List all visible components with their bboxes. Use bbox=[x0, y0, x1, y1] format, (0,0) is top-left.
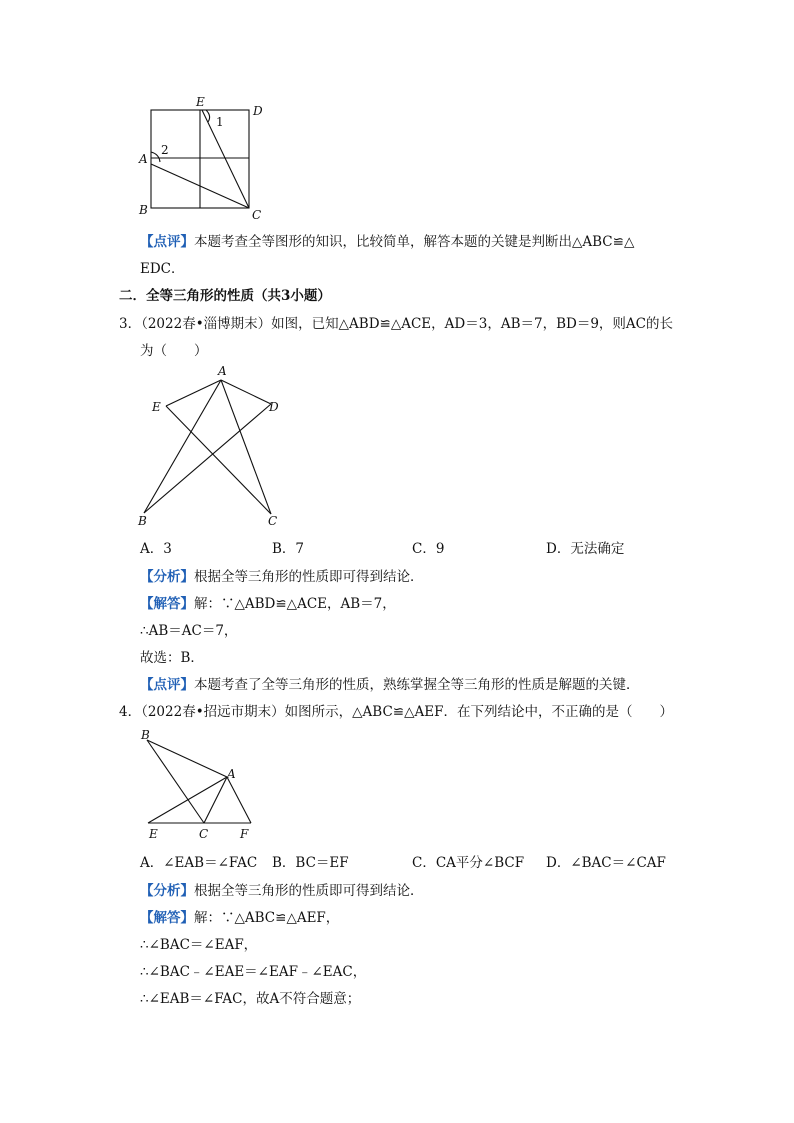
q3-option-c: C．9 bbox=[412, 541, 445, 557]
solution-tag: 【解答】 bbox=[140, 910, 194, 926]
section-heading: 二．全等三角形的性质（共3小题） bbox=[119, 288, 331, 304]
q4-option-c: C．CA平分∠BCF bbox=[412, 855, 525, 871]
q3-stem-line2: 为（ ） bbox=[140, 343, 208, 359]
q4-option-a: A．∠EAB＝∠FAC bbox=[140, 855, 258, 871]
analysis-text: 根据全等三角形的性质即可得到结论． bbox=[194, 883, 424, 899]
comment-tag: 【点评】 bbox=[140, 677, 194, 693]
label-C: C bbox=[268, 514, 278, 528]
comment-tag: 【点评】 bbox=[140, 234, 194, 250]
q3-comment bbox=[140, 673, 640, 693]
solution-text: 解：∵△ABD≌△ACE，AB＝7， bbox=[194, 596, 396, 612]
solution-tag: 【解答】 bbox=[140, 596, 194, 612]
label-B: B bbox=[141, 728, 150, 742]
analysis-tag: 【分析】 bbox=[140, 883, 194, 899]
solution-text: 解：∵△ABC≌△AEF， bbox=[194, 910, 340, 926]
q4-option-b: B．BC＝EF bbox=[272, 855, 349, 871]
q3-option-a: A．3 bbox=[140, 541, 172, 557]
label-angle2: 2 bbox=[161, 143, 169, 157]
label-D: D bbox=[269, 400, 279, 414]
comment-text: 本题考查了全等三角形的性质，熟练掌握全等三角形的性质是解题的关键． bbox=[194, 677, 640, 693]
label-F: F bbox=[240, 827, 249, 841]
analysis-tag: 【分析】 bbox=[140, 569, 194, 585]
q4-solution-line1 bbox=[140, 906, 339, 926]
q4-option-d: D．∠BAC＝∠CAF bbox=[546, 855, 666, 871]
q4-solution-line3: ∴∠BAC﹣∠EAE＝∠EAF﹣∠EAC， bbox=[140, 964, 367, 980]
label-E: E bbox=[149, 827, 158, 841]
label-E: E bbox=[152, 400, 161, 414]
analysis-text: 根据全等三角形的性质即可得到结论． bbox=[194, 569, 424, 585]
label-C: C bbox=[199, 827, 209, 841]
label-E: E bbox=[196, 95, 205, 109]
q4-stem: 4．（2022春•招远市期末）如图所示，△ABC≌△AEF．在下列结论中，不正确的是（ ） bbox=[119, 704, 673, 720]
label-A: A bbox=[227, 767, 236, 781]
q3-solution-line3: 故选：B． bbox=[140, 650, 204, 666]
label-C: C bbox=[252, 208, 262, 222]
comment-1-line2: EDC． bbox=[140, 261, 185, 277]
label-angle1: 1 bbox=[216, 115, 224, 129]
q3-option-d: D．无法确定 bbox=[546, 541, 625, 557]
q3-option-b: B．7 bbox=[272, 541, 305, 557]
figure-q4-triangles bbox=[130, 722, 270, 844]
q3-solution-line2: ∴AB＝AC＝7， bbox=[140, 623, 238, 639]
label-B: B bbox=[138, 514, 147, 528]
q4-solution-line4: ∴∠EAB＝∠FAC，故A不符合题意； bbox=[140, 991, 361, 1007]
q3-solution-line1 bbox=[140, 592, 396, 612]
label-D: D bbox=[253, 104, 263, 118]
q3-analysis bbox=[140, 565, 424, 585]
figure-square-grid bbox=[130, 92, 280, 222]
label-B: B bbox=[139, 203, 148, 217]
comment-text: 本题考查全等图形的知识，比较简单，解答本题的关键是判断出△ABC≌△ bbox=[194, 234, 635, 250]
q3-stem-line1: 3．（2022春•淄博期末）如图，已知△ABD≌△ACE，AD＝3，AB＝7，BD＝9，则AC的长 bbox=[119, 316, 673, 332]
figure-q3-triangles bbox=[130, 360, 290, 530]
q4-analysis bbox=[140, 879, 424, 899]
q4-solution-line2: ∴∠BAC＝∠EAF， bbox=[140, 937, 258, 953]
label-A: A bbox=[218, 364, 227, 378]
comment-1-line1 bbox=[140, 230, 634, 250]
label-A: A bbox=[139, 152, 148, 166]
